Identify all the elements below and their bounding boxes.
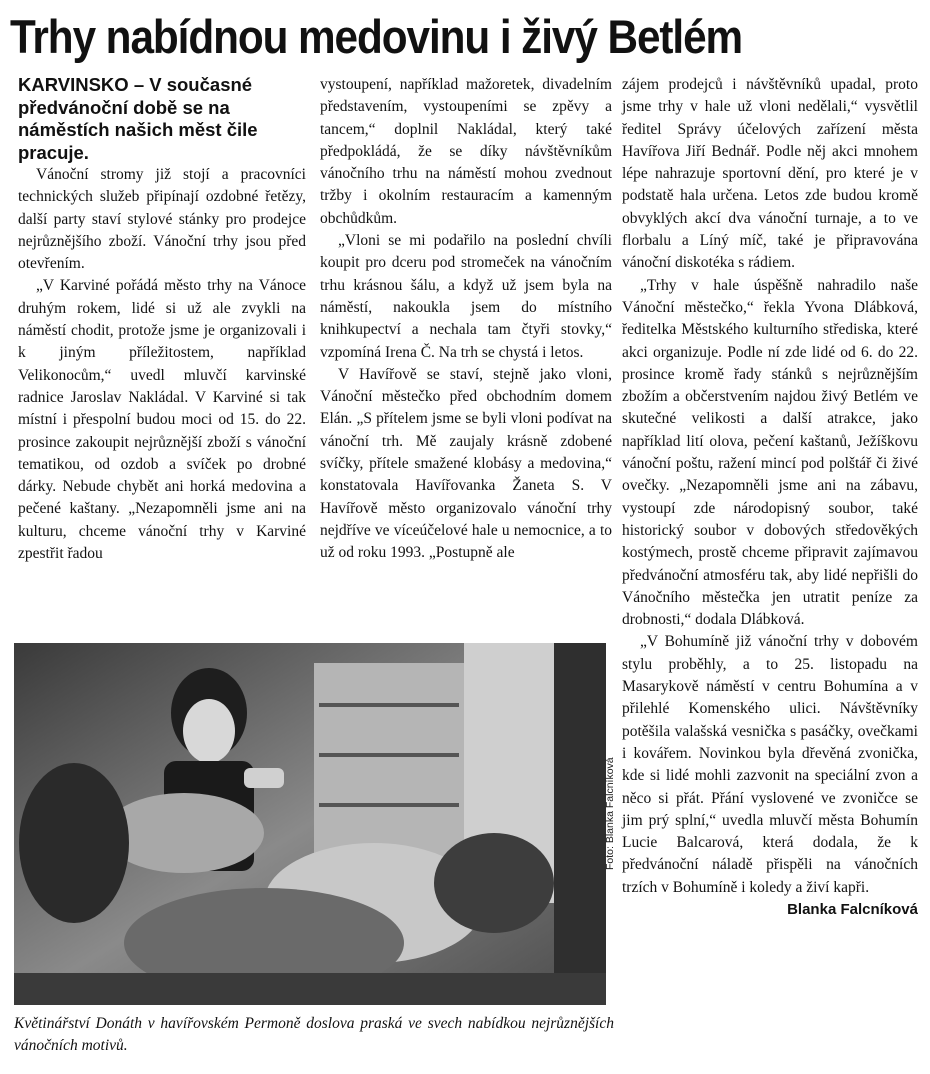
column-2 (320, 74, 612, 565)
column-1 (18, 74, 306, 565)
article-photo (14, 643, 606, 1005)
photo-credit: Foto: Blanka Falcníková (604, 757, 616, 870)
article-paragraph: vystoupení, například mažoretek, divadelním představením, vystoupeními se zpěvy a tancem,“ doplnil Nakládal, který také předpokládá, že se díky návštěvníkům vánočního trhu na náměstí mohou zvednout tržby i okolním restauracím a kamenným obchůdkům. (320, 76, 612, 227)
lead-paragraph: KARVINSKO – V současné předvánoční době se na náměstích našich měst čile pracuje. (18, 74, 258, 163)
article-paragraph: „V Karviné pořádá město trhy na Vánoce druhým rokem, lidé si už ale zvykli na náměstí chodit, protože jsme je organizovali i k jiným příležitostem, například Velikonocům,“ uvedl mluvčí karvinské radnice Jaroslav Nakládal. V Karviné si tak místní i přespolní budou moci od 15. do 22. prosince zakoupit nejrůznější zboží s vánoční tematikou, od ozdob a svíček po drobné dárky. Nebude chybět ani horká medovina a pečené kaštany. „Nezapomněli jsme ani na kulturu, chceme vánoční trhy v Karviné zpestřit řadou (18, 277, 306, 563)
photo-florist-shop (14, 643, 606, 1005)
photo-caption: Květinářství Donáth v havířovském Permoně doslova praská ve svech nabídkou nejrůznějších vánočních motivů. (14, 1015, 614, 1055)
article-paragraph: „Vloni se mi podařilo na poslední chvíli koupit pro dceru pod stromeček na vánočním trhu krásnou šálu, a když už jsem byla na náměstí, nakoukla jsem do místního knihkupectví a nechala tam čtyři stovky,“ vzpomíná Irena Č. Na trh se chystá i letos. (320, 232, 612, 361)
article-paragraph-text: „V Bohumíně již vánoční trhy v dobovém stylu proběhly, a to 25. listopadu na Masarykově náměstí v centru Bohumína a v přilehlé Komenského ulici. Návštěvníky potěšila valašská vesnička s pasáčky, ovečkami i kovářem. Novinkou byla dřevěná zvonička, kde si lidé mohli zazvonit na speciální zvon a něco si přát. Přání vyslovené ve zvoničce se jim prý splní,“ uvedla mluvčí města Bohumín Lucie Balcarová, která dodala, že k předvánoční náladě přispěli na vánočních trzích v Bohumíně i koledy a živí kapři. (622, 633, 918, 896)
article-paragraph: V Havířově se staví, stejně jako vloni, Vánoční městečko před obchodním domem Elán. „S přítelem jsme se byli vloni podívat na vánoční trh. Mě zaujaly krásně zdobené svíčky, přítele smažené klobásy a medovina,“ konstatovala Havířovanka Žaneta S. V Havířově město organizovalo vánoční trhy nejdříve ve víceúčelové hale u nemocnice, a to už od roku 1993. „Postupně ale (320, 365, 612, 562)
article-paragraph: „Trhy v hale úspěšně nahradilo naše Vánoční městečko,“ řekla Yvona Dlábková, ředitelka Městského kulturního střediska, které akci organizuje. Podle ní zde lidé od 6. do 22. prosince kromě řady stánků s nejrůznějším zbožím a občerstvením najdou živý Betlém ve skutečné velikosti a další atrakce, jako například lití olova, pečení kaštanů, Ježíškovu vánoční poštu, ražení mincí pod polštář či živé ovečky. „Nezapomněli jsme ani na zábavu, vystoupí zde národopisný soubor, také historický soubor v dobových středověkých kostýmech, prostě chceme připravit zajímavou předvánoční atmosféru tak, aby lidé nepřišli do Vánočního městečka jen utratit peníze za drobnosti,“ dodala Dlábková. (622, 276, 918, 629)
column-3 (622, 74, 918, 921)
article-paragraph: Vánoční stromy již stojí a pracovníci technických služeb připínají ozdobné řetězy, další party staví stylové stánky pro prodejce nejrůznějšího zboží. Vánoční trhy jsou před otevřením. (18, 166, 306, 273)
byline: Blanka Falcníková (787, 900, 918, 918)
article-paragraph (622, 631, 918, 918)
article-paragraph: zájem prodejců i návštěvníků upadal, proto jsme trhy v hale už vloni nedělali,“ vysvětlil ředitel Správy účelových zařízení města Havířova Jiří Bednář. Podle něj akci mnohem lépe nahrazuje sportovní dění, pro které je v podstatě hala určena. Letos zde budou kromě obvyklých akcí dva vánoční turnaje, a to ve florbalu a Líný míč, také je připravována vánoční diskotéka s rádiem. (622, 76, 918, 272)
headline: Trhy nabídnou medovinu i živý Betlém (10, 10, 743, 63)
